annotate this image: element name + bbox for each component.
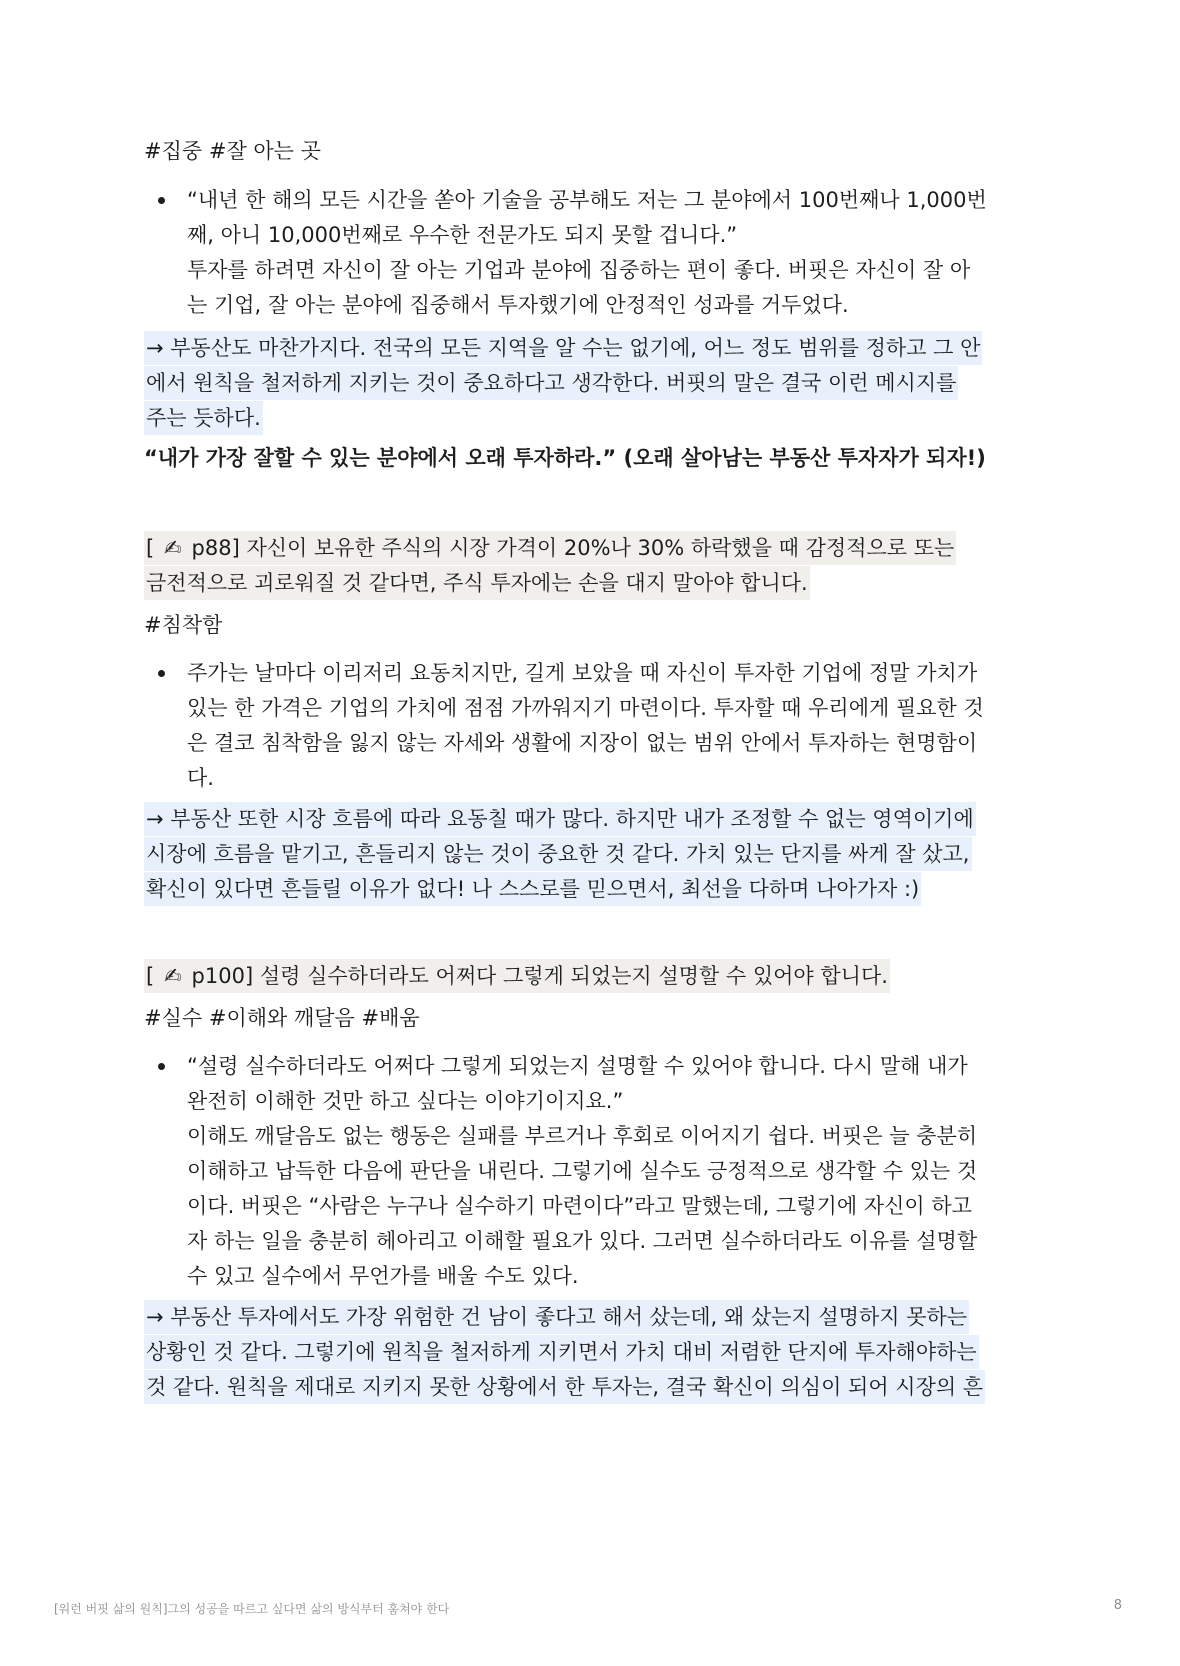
note-line: 상황인 것 같다. 그렇기에 원칙을 철저하게 지키면서 가치 대비 저렴한 단지에 투자해야하는	[144, 1335, 979, 1369]
writing-hand-icon: ✍	[164, 536, 182, 560]
bullet-line: 이해도 깨달음도 없는 행동은 실패를 부르거나 후회로 이어지기 쉽다. 버핏은 늘 충분히	[187, 1124, 978, 1148]
quote-line: 금전적으로 괴로워질 것 같다면, 주식 투자에는 손을 대지 말아야 합니다.	[144, 566, 810, 600]
note-line: 주는 듯하다.	[144, 401, 263, 435]
bullet-dot	[158, 1063, 165, 1070]
bullet-line: 수 있고 실수에서 무언가를 배울 수도 있다.	[187, 1264, 579, 1288]
quote-prefix: [	[146, 964, 161, 988]
bullet-dot	[158, 197, 165, 204]
bullet-dot	[158, 670, 165, 677]
document-page	[144, 0, 1044, 1666]
note-line: → 부동산 또한 시장 흐름에 따라 요동칠 때가 많다. 하지만 내가 조정할 수 없는 영역이기에	[144, 802, 976, 836]
writing-hand-icon: ✍	[164, 964, 182, 988]
bullet-line: 자 하는 일을 충분히 헤아리고 이해할 필요가 있다. 그러면 실수하더라도 이유를 설명할	[187, 1229, 978, 1253]
bullet-line: 는 기업, 잘 아는 분야에 집중해서 투자했기에 안정적인 성과를 거두었다.	[187, 293, 849, 317]
quote-text: p88] 자신이 보유한 주식의 시장 가격이 20%나 30% 하락했을 때 감정적으로 또는	[184, 536, 955, 560]
quote-prefix: [	[146, 536, 161, 560]
bullet-line: 은 결코 침착함을 잃지 않는 자세와 생활에 지장이 없는 범위 안에서 투자하는 현명함이	[187, 731, 978, 755]
bullet-line: 있는 한 가격은 기업의 가치에 점점 가까워지기 마련이다. 투자할 때 우리에게 필요한 것	[187, 696, 984, 720]
bullet-line: “설령 실수하더라도 어쩌다 그렇게 되었는지 설명할 수 있어야 합니다. 다시 말해 내가	[187, 1054, 968, 1078]
bullet-line: “내년 한 해의 모든 시간을 쏟아 기술을 공부해도 저는 그 분야에서 100번째나 1,000번	[187, 188, 987, 212]
hashtags: #집중 #잘 아는 곳	[144, 139, 321, 163]
bullet-line: 째, 아니 10,000번째로 우수한 전문가도 되지 못할 겁니다.”	[187, 223, 738, 247]
bullet-line: 투자를 하려면 자신이 잘 아는 기업과 분야에 집중하는 편이 좋다. 버핏은 자신이 잘 아	[187, 258, 971, 282]
bullet-line: 주가는 날마다 이리저리 요동치지만, 길게 보았을 때 자신이 투자한 기업에 정말 가치가	[187, 661, 978, 685]
hashtags: #침착함	[144, 613, 223, 637]
bullet-line: 완전히 이해한 것만 하고 싶다는 이야기이지요.”	[187, 1089, 624, 1113]
bullet-line: 이다. 버핏은 “사람은 누구나 실수하기 마련이다”라고 말했는데, 그렇기에 자신이 하고	[187, 1194, 972, 1218]
quote-line	[144, 959, 890, 993]
note-line: 확신이 있다면 흔들릴 이유가 없다! 나 스스로를 믿으면서, 최선을 다하며 나아가자 :)	[144, 872, 921, 906]
quote-text: p100] 설령 실수하더라도 어쩌다 그렇게 되었는지 설명할 수 있어야 합니다.	[184, 964, 888, 988]
page-number: 8	[1113, 1598, 1122, 1613]
bold-quote: “내가 가장 잘할 수 있는 분야에서 오래 투자하라.” (오래 살아남는 부동산 투자자가 되자!)	[144, 446, 986, 470]
note-line: → 부동산 투자에서도 가장 위험한 건 남이 좋다고 해서 샀는데, 왜 샀는지 설명하지 못하는	[144, 1300, 969, 1334]
bullet-line: 다.	[187, 766, 214, 790]
note-line: 에서 원칙을 철저하게 지키는 것이 중요하다고 생각한다. 버핏의 말은 결국 이런 메시지를	[144, 366, 958, 400]
bullet-line: 이해하고 납득한 다음에 판단을 내린다. 그렇기에 실수도 긍정적으로 생각할 수 있는 것	[187, 1159, 978, 1183]
note-line: 시장에 흐름을 맡기고, 흔들리지 않는 것이 중요한 것 같다. 가치 있는 단지를 싸게 잘 샀고,	[144, 837, 972, 871]
note-line: 것 같다. 원칙을 제대로 지키지 못한 상황에서 한 투자는, 결국 확신이 의심이 되어 시장의 흔	[144, 1370, 985, 1404]
note-line: → 부동산도 마찬가지다. 전국의 모든 지역을 알 수는 없기에, 어느 정도 범위를 정하고 그 안	[144, 331, 982, 365]
quote-line	[144, 531, 956, 565]
footer-document-title: [워런 버핏 삶의 원칙]그의 성공을 따르고 싶다면 삶의 방식부터 훔쳐야 한다	[54, 1602, 450, 1616]
hashtags: #실수 #이해와 깨달음 #배움	[144, 1006, 420, 1030]
